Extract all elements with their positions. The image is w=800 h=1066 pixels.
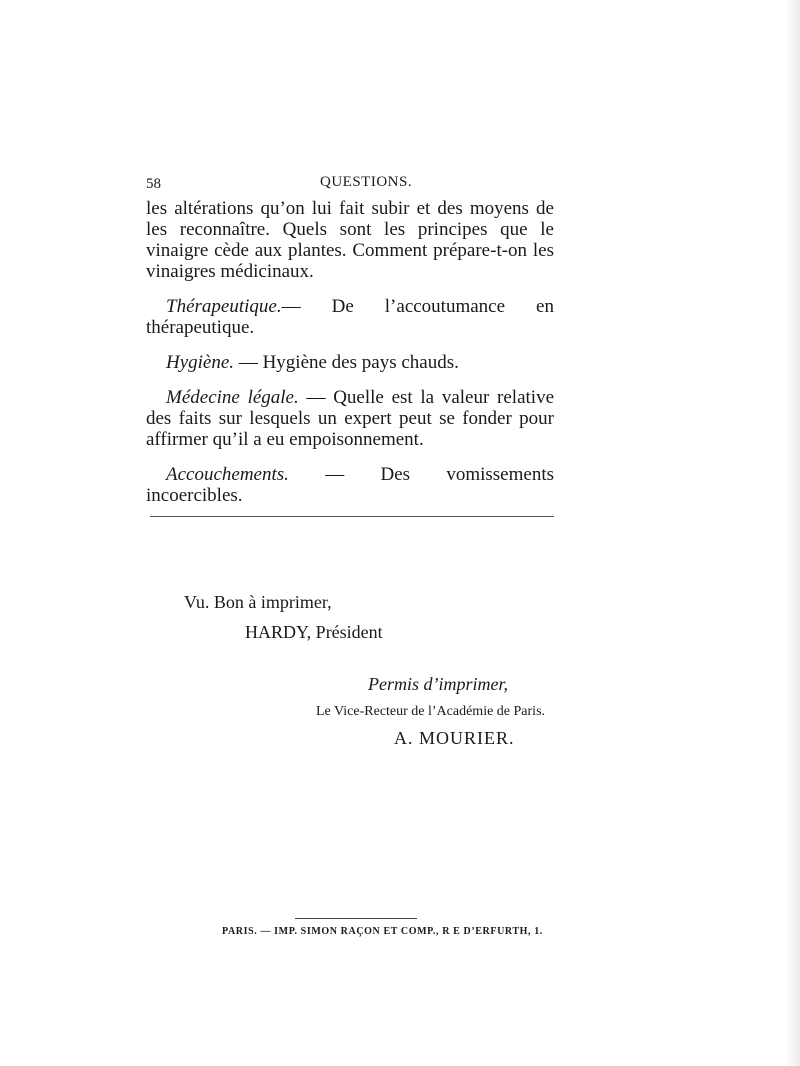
question-text: — Quelle est la valeur relative des faits sur lesquels un expert peut se fonder pour affirmer qu’il a eu empoisonnement. <box>146 387 555 450</box>
approval-permis: Permis d’imprimer, <box>368 674 508 694</box>
approval-president: HARDY, Président <box>245 622 383 642</box>
section-divider <box>150 516 554 517</box>
page-number: 58 <box>146 176 161 192</box>
question-text: — Des vomissements incoercibles. <box>146 464 554 506</box>
page-edge-shadow <box>786 0 800 1066</box>
question-text: — Hygiène des pays chauds. <box>234 352 459 373</box>
subject-label: Thérapeutique. <box>166 296 282 317</box>
question-therapeutique <box>146 296 554 338</box>
subject-label: Médecine légale. <box>166 387 299 408</box>
body-text <box>146 198 554 506</box>
subject-label: Hygiène. <box>166 352 235 373</box>
continuation-paragraph: les altérations qu’on lui fait subir et des moyens de les reconnaître. Quels sont les principes que le vinaigre cède aux plantes. Comment prépare-t-on les vinaigres médicinaux. <box>146 198 554 282</box>
question-accouchements <box>146 464 554 506</box>
approval-vu: Vu. Bon à imprimer, <box>184 592 332 612</box>
approval-signatory: A. MOURIER. <box>394 728 515 748</box>
question-text: — De l’accoutumance en thérapeutique. <box>146 296 554 338</box>
question-hygiene <box>146 352 554 373</box>
footer-divider <box>295 918 417 919</box>
approval-vice-recteur: Le Vice-Recteur de l’Académie de Paris. <box>316 704 546 719</box>
question-medecine-legale <box>146 387 554 450</box>
running-head: QUESTIONS. <box>320 174 413 190</box>
subject-label: Accouchements. <box>166 464 289 485</box>
printer-imprint: PARIS. — IMP. SIMON RAÇON ET COMP., R E D’ERFURTH, 1. <box>222 926 543 937</box>
